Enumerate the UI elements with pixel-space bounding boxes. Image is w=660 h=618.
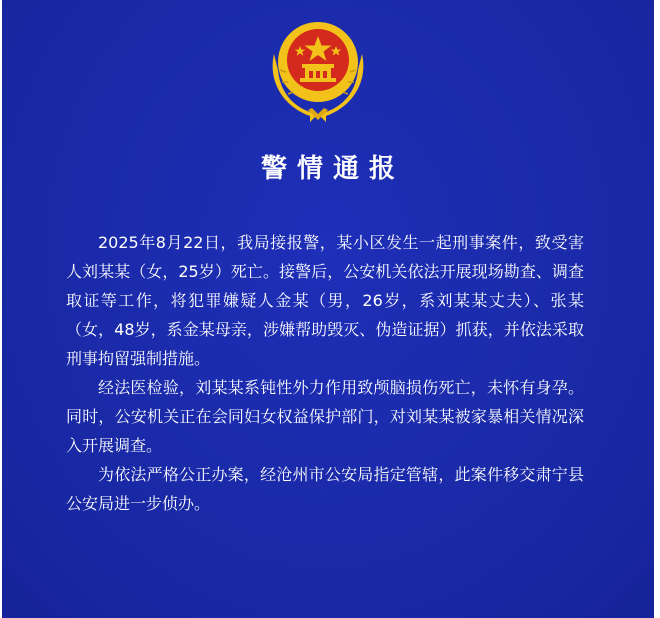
notice-title: 警情通报: [260, 154, 405, 184]
paragraph-1: 2025年8月22日，我局接报警，某小区发生一起刑事案件，致受害人刘某某（女，25岁）死亡。接警后，公安机关依法开展现场勘查、调查取证等工作，将犯罪嫌疑人金某（男，26岁，系刘某某丈夫）、张某（女，48岁，系金某母亲，涉嫌帮助毁灭、伪造证据）抓获，并依法采取刑事拘留强制措施。: [66, 233, 584, 368]
notice-body: [66, 228, 584, 518]
police-emblem-icon: [260, 10, 376, 128]
police-notice-poster: [2, 0, 654, 618]
paragraph-2: 经法医检验，刘某某系钝性外力作用致颅脑损伤死亡，未怀有身孕。同时，公安机关正在会同妇女权益保护部门，对刘某某被家暴相关情况深入开展调查。: [66, 378, 584, 455]
paragraph-3: 为依法严格公正办案，经沧州市公安局指定管辖，此案件移交肃宁县公安局进一步侦办。: [66, 465, 584, 513]
